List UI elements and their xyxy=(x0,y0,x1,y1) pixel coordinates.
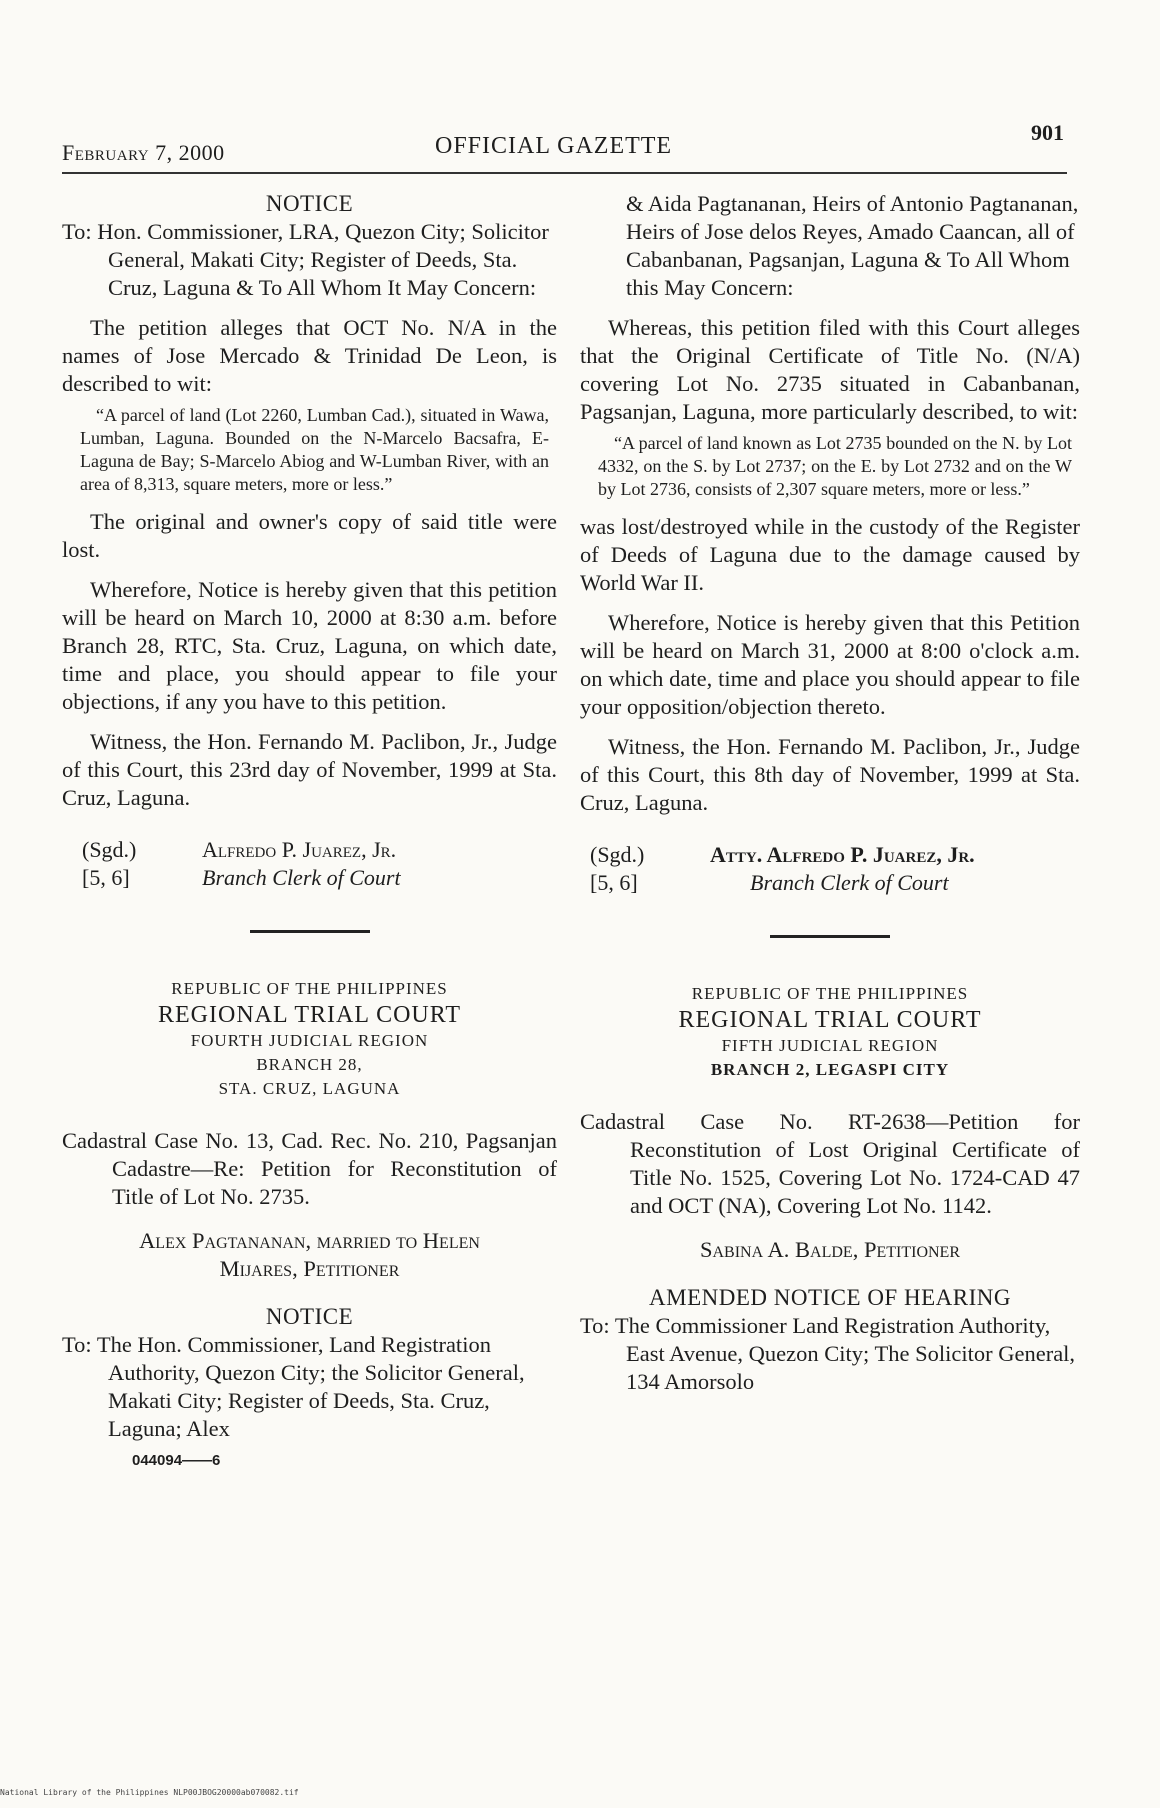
land-description-quote-2: “A parcel of land known as Lot 2735 bounded on the N. by Lot 4332, on the S. by Lot 2737; on the E. by Lot 2732 and on the W by Lot 2736, consists of 2,307 square meters, more or less.” xyxy=(598,433,1072,499)
signature-block-2 xyxy=(580,841,1080,897)
signer-role-2: Branch Clerk of Court xyxy=(750,870,949,895)
left-column xyxy=(62,190,557,1475)
lost-title-paragraph-2: was lost/destroyed while in the custody of the Register of Deeds of Laguna due to the damage caused by World War II. xyxy=(580,514,1080,595)
amended-notice-title: AMENDED NOTICE OF HEARING xyxy=(649,1285,1011,1310)
signer-role: Branch Clerk of Court xyxy=(202,865,401,890)
notice-title: NOTICE xyxy=(265,191,354,216)
header-rule xyxy=(62,172,1067,174)
petition-paragraph: The petition alleges that OCT No. N/A in the names of Jose Mercado & Trinidad De Leon, is described to wit: xyxy=(62,315,557,396)
right-column xyxy=(580,190,1080,1396)
petitioner-line-2: Sabina A. Balde, Petitioner xyxy=(699,1237,961,1262)
scan-footer: National Library of the Philippines NLP00JBOG20000ab070082.tif xyxy=(0,1788,299,1797)
signer-name-2: Atty. Alfredo P. Juarez, Jr. xyxy=(710,842,975,867)
issue-date: February 7, 2000 xyxy=(62,140,225,165)
publication-title: OFFICIAL GAZETTE xyxy=(435,133,673,159)
print-code: 044094——6 xyxy=(132,1452,221,1469)
case-caption-2: Cadastral Case No. RT-2638—Petition for Reconstitution of Lost Original Certificate of Title No. 1525, Covering Lot No. 1724-CAD 47 and OCT (NA), Covering Lot No. 1142. xyxy=(580,1109,1080,1218)
notice-addressees-2: To: The Hon. Commissioner, Land Registration Authority, Quezon City; the Solicitor General, Makati City; Register of Deeds, Sta. Cruz, Laguna; Alex xyxy=(62,1332,525,1441)
court-heading: REPUBLIC OF THE PHILIPPINES REGIONAL TRIAL COURT FOURTH JUDICIAL REGION BRANCH 28, STA. CRUZ, LAGUNA xyxy=(158,979,461,1098)
signature-block xyxy=(62,836,557,892)
notice-title-2: NOTICE xyxy=(265,1304,354,1329)
notice-addressees-cont: & Aida Pagtananan, Heirs of Antonio Pagtananan, Heirs of Jose delos Reyes, Amado Caancan, all of Cabanbanan, Pagsanjan, Laguna & To All Whom this May Concern: xyxy=(626,191,1079,300)
witness-paragraph-2: Witness, the Hon. Fernando M. Paclibon, Jr., Judge of this Court, this 8th day of November, 1999 at Sta. Cruz, Laguna. xyxy=(580,734,1080,815)
section-divider xyxy=(250,930,370,933)
sgd-label: (Sgd.) xyxy=(82,837,137,862)
land-description-quote: “A parcel of land (Lot 2260, Lumban Cad.), situated in Wawa, Lumban, Laguna. Bounded on the N-Marcelo Bacsafra, E-Laguna de Bay; S-Marcelo Abiog and W-Lumban River, with an area of 8,313, square meters, more or less.” xyxy=(80,405,549,494)
hearing-paragraph: Wherefore, Notice is hereby given that this petition will be heard on March 10, 2000 at 8:30 a.m. before Branch 28, RTC, Sta. Cruz, Laguna, on which date, time and place, you should appear to file your objections, if any you have to this petition. xyxy=(62,577,557,714)
hearing-paragraph-2: Wherefore, Notice is hereby given that this Petition will be heard on March 31, 2000 at 8:00 o'clock a.m. on which date, time and place you should appear to file your opposition/objection thereto. xyxy=(580,610,1080,719)
page-number: 901 xyxy=(1031,120,1064,145)
court-heading-2: REPUBLIC OF THE PHILIPPINES REGIONAL TRIAL COURT FIFTH JUDICIAL REGION BRANCH 2, LEGASPI CITY xyxy=(678,984,982,1079)
issue-ref: [5, 6] xyxy=(82,865,130,890)
case-caption: Cadastral Case No. 13, Cad. Rec. No. 210, Pagsanjan Cadastre—Re: Petition for Reconstitution of Title of Lot No. 2735. xyxy=(62,1128,557,1209)
sgd-label-2: (Sgd.) xyxy=(590,842,645,867)
section-divider-2 xyxy=(770,935,890,938)
witness-paragraph: Witness, the Hon. Fernando M. Paclibon, Jr., Judge of this Court, this 23rd day of November, 1999 at Sta. Cruz, Laguna. xyxy=(62,729,557,810)
lost-title-paragraph: The original and owner's copy of said title were lost. xyxy=(62,509,557,562)
page-header xyxy=(62,120,1072,172)
issue-ref-2: [5, 6] xyxy=(590,870,638,895)
notice-addressees-3: To: The Commissioner Land Registration Authority, East Avenue, Quezon City; The Solicitor General, 134 Amorsolo xyxy=(580,1313,1076,1394)
notice-addressees: To: Hon. Commissioner, LRA, Quezon City; Solicitor General, Makati City; Register of Deeds, Sta. Cruz, Laguna & To All Whom It May Concern: xyxy=(62,219,549,300)
petitioner-line: Alex Pagtananan, married to Helen Mijares, Petitioner xyxy=(139,1228,480,1281)
whereas-paragraph: Whereas, this petition filed with this Court alleges that the Original Certificate of Title No. (N/A) covering Lot No. 2735 situated in Cabanbanan, Pagsanjan, Laguna, more particularly described, to wit: xyxy=(580,315,1080,424)
signer-name: Alfredo P. Juarez, Jr. xyxy=(202,837,397,862)
